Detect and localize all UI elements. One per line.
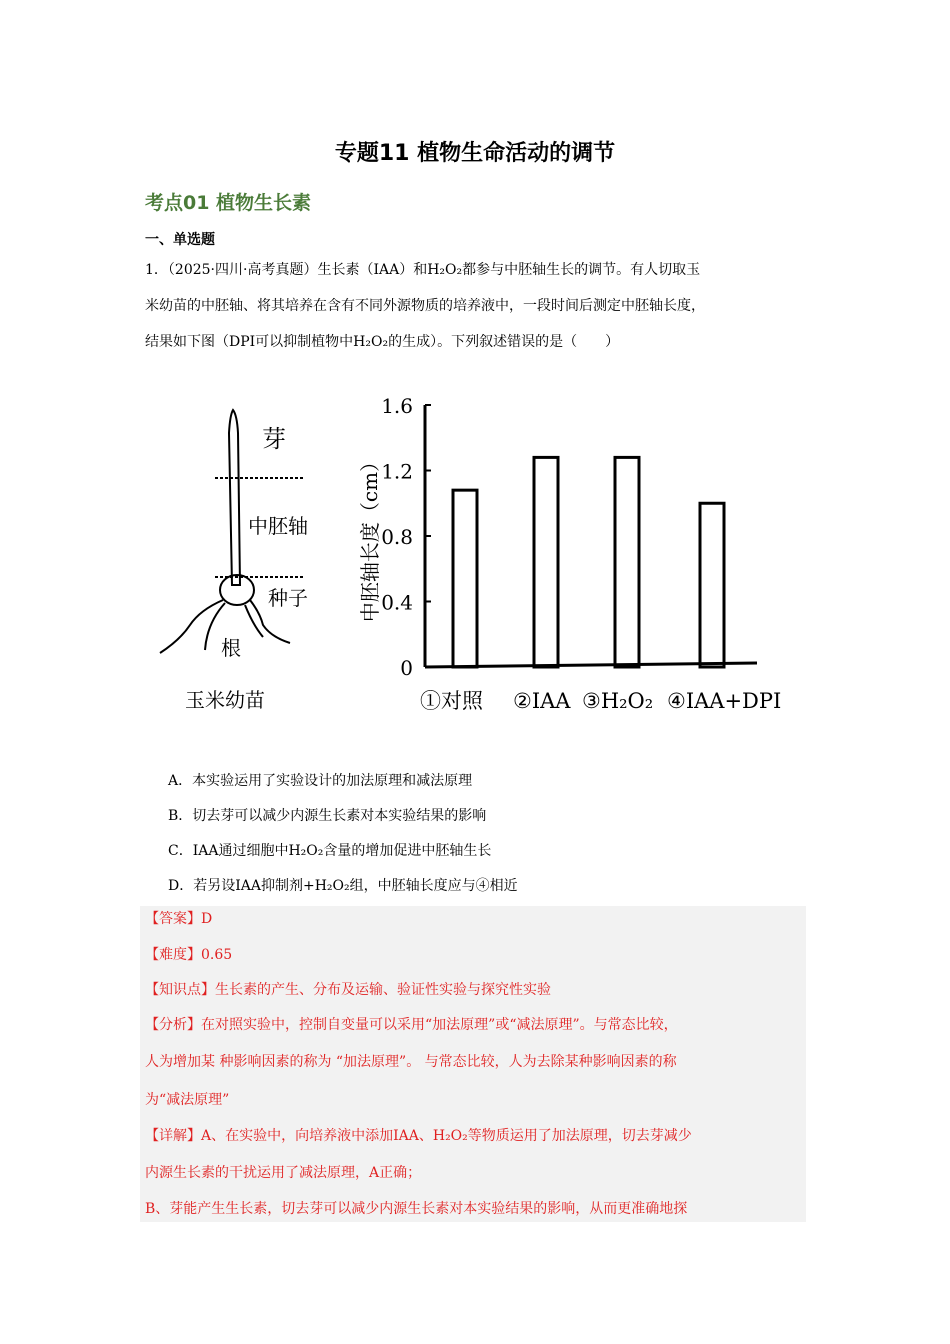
stem-outline <box>229 410 240 585</box>
mesocotyl-label: 中胚轴 <box>248 514 308 538</box>
y-tick-label: 1.6 <box>381 394 413 418</box>
y-tick-label: 0.4 <box>381 590 413 615</box>
figure-svg <box>145 385 805 730</box>
subsection-heading: 一、单选题 <box>145 232 215 248</box>
bar-1 <box>453 490 477 667</box>
section-title: 考点01 植物生长素 <box>145 192 312 214</box>
root-label: 根 <box>221 636 241 660</box>
question-number: 1． <box>145 262 168 278</box>
analysis-row-1: 【分析】在对照实验中，控制自变量可以采用“加法原理”或“减法原理”。与常态比较， <box>145 1017 678 1033</box>
x-category-label: ③H₂O₂ <box>582 689 654 713</box>
bar-2 <box>534 457 558 667</box>
answer-explanation <box>140 906 806 1222</box>
analysis-row-3: 为“减法原理” <box>145 1092 230 1108</box>
root-right-2 <box>245 605 263 637</box>
detail-row-3: B、芽能产生生长素，切去芽可以减少内源生长素对本实验结果的影响，从而更准确地探 <box>145 1201 688 1217</box>
y-tick-label: 0.8 <box>381 525 413 549</box>
seed-label: 种子 <box>268 586 308 610</box>
question-line-2: 米幼苗的中胚轴、将其培养在含有不同外源物质的培养液中，一段时间后测定中胚轴长度， <box>145 298 705 314</box>
y-tick-label: 1.2 <box>381 459 413 484</box>
question-figure <box>145 385 805 734</box>
bud-label: 芽 <box>262 425 286 453</box>
bar-3 <box>615 457 639 667</box>
y-axis-label: 中胚轴长度（cm） <box>358 451 382 623</box>
question-stem <box>145 252 810 360</box>
knowledge-row: 【知识点】生长素的产生、分布及运输、验证性实验与探究性实验 <box>145 982 551 998</box>
option-c[interactable]: C．IAA通过细胞中H₂O₂含量的增加促进中胚轴生长 <box>168 843 492 859</box>
x-category-label: ④IAA+DPI <box>667 689 782 713</box>
detail-row-2: 内源生长素的干扰运用了减法原理，A正确； <box>145 1165 422 1181</box>
root-left <box>160 600 223 653</box>
y-tick-label: 0 <box>400 656 413 680</box>
question-line-1: 1．（2025·四川·高考真题）生长素（IAA）和H₂O₂都参与中胚轴生长的调节。有人切取玉 <box>145 262 701 278</box>
bar-4 <box>700 503 724 667</box>
detail-row-1: 【详解】A、在实验中，向培养液中添加IAA、H₂O₂等物质运用了加法原理，切去芽减少 <box>145 1128 692 1144</box>
option-d[interactable]: D．若另设IAA抑制剂+H₂O₂组，中胚轴长度应与④相近 <box>168 878 518 894</box>
seedling-caption: 玉米幼苗 <box>185 688 265 712</box>
option-b[interactable]: B．切去芽可以减少内源生长素对本实验结果的影响 <box>168 808 487 824</box>
option-a[interactable]: A．本实验运用了实验设计的加法原理和减法原理 <box>168 773 473 789</box>
seed-shape <box>220 575 254 605</box>
answer-row: 【答案】D <box>145 911 213 927</box>
question-line-3: 结果如下图（DPI可以抑制植物中H₂O₂的生成）。下列叙述错误的是（ ） <box>145 334 620 350</box>
x-category-label: ②IAA <box>513 689 571 713</box>
page-title: 专题11 植物生命活动的调节 <box>334 141 616 166</box>
difficulty-row: 【难度】0.65 <box>145 947 233 963</box>
analysis-row-2: 人为增加某 种影响因素的称为 “加法原理”。 与常态比较，人为去除某种影响因素的称 <box>145 1054 677 1070</box>
bar-chart <box>358 394 781 713</box>
options-list <box>168 766 518 906</box>
x-category-label: ①对照 <box>420 689 483 713</box>
